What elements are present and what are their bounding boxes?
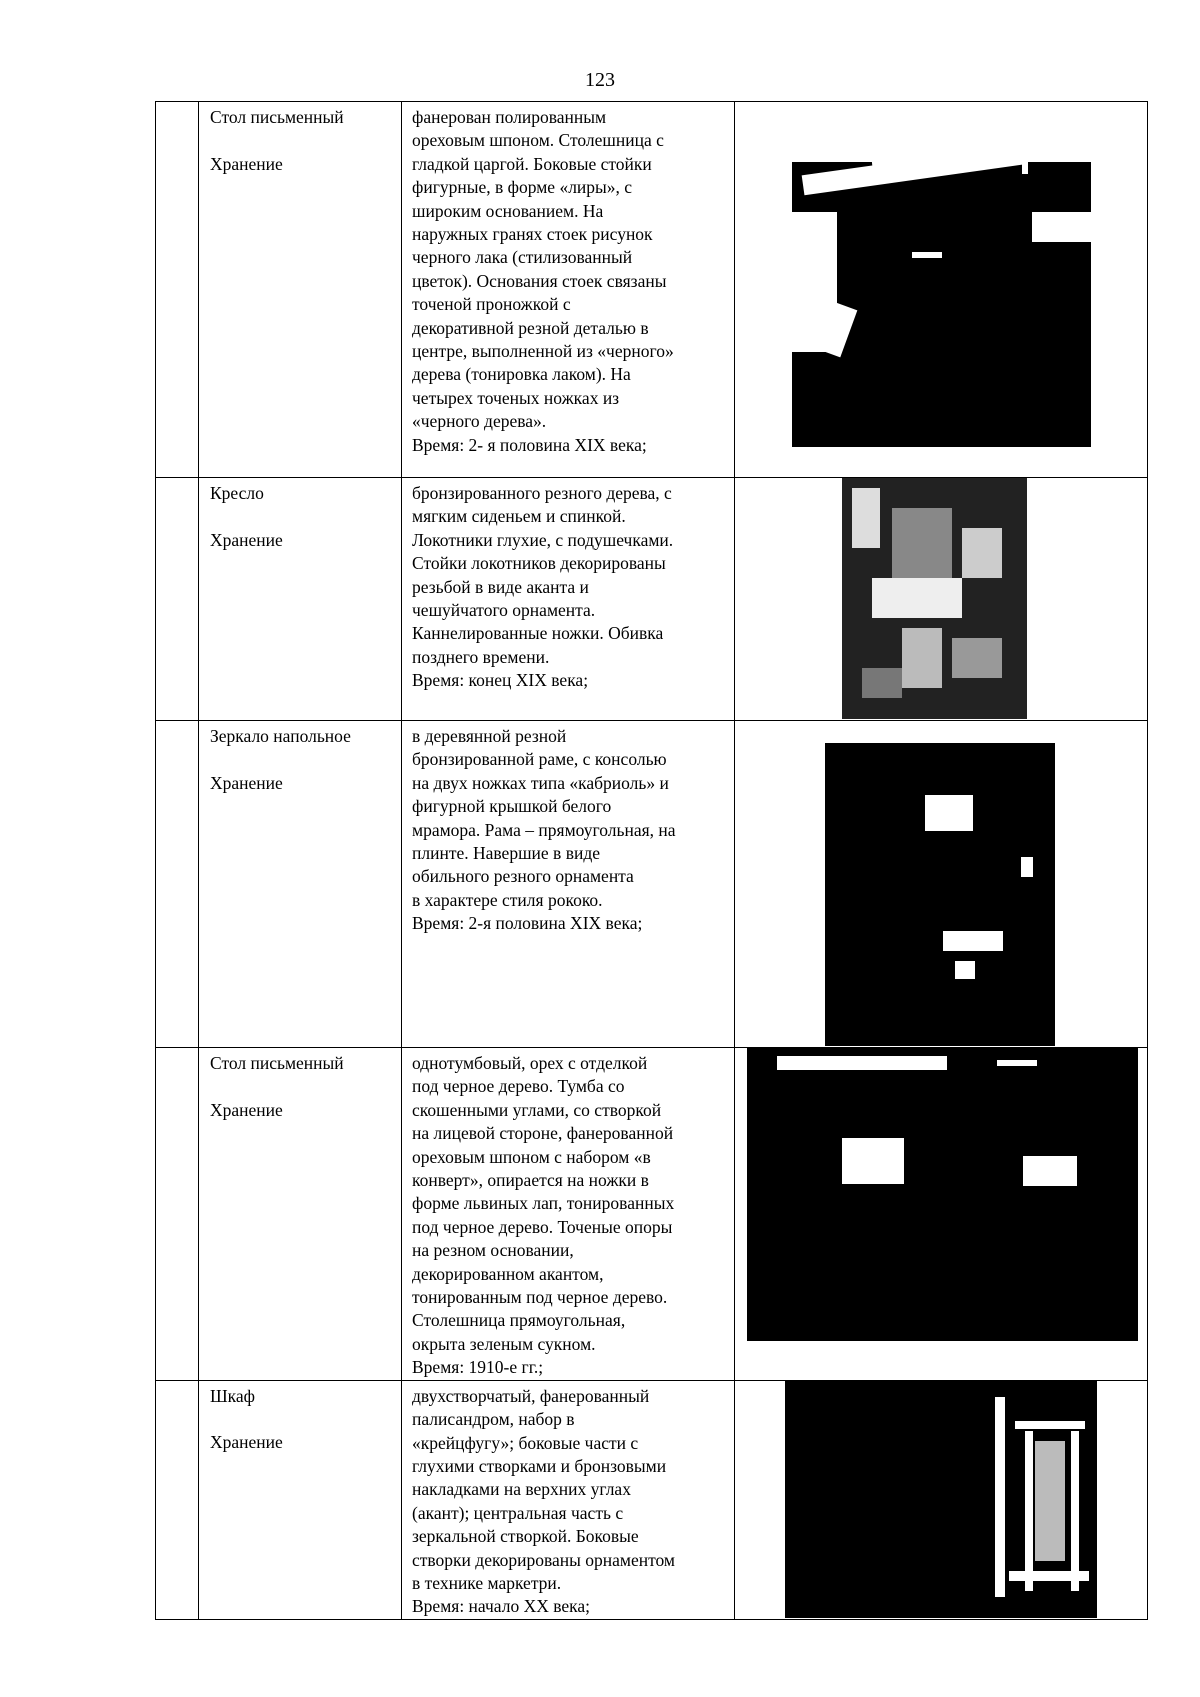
writing-desk-photo (747, 1048, 1138, 1341)
item-time: Время: 2- я половина XIX века; (412, 434, 647, 455)
number-cell (156, 102, 199, 478)
photo-cell (735, 478, 1148, 721)
name-cell (199, 1048, 402, 1381)
item-time: Время: начало XX века; (412, 1596, 591, 1617)
item-status: Хранение (210, 772, 283, 793)
number-cell (156, 721, 199, 1048)
item-description: однотумбовый, орех с отделкой под черное дерево. Тумба со скошенными углами, со створкой на лицевой стороне, фанерованной ореховым шпоном с набором «в конверт», опирается на ножки в форме львиных лап, тонированных под черное дерево. Точеные опоры на резном основании, декорированном акантом, тонированным под черное дерево. Столешница прямоугольная, окрыта зеленым сукном. (412, 1053, 675, 1354)
description-cell (402, 1048, 735, 1381)
item-name: Стол письменный (210, 107, 344, 127)
item-status: Хранение (210, 153, 283, 174)
armchair-photo (842, 478, 1027, 719)
item-name: Стол письменный (210, 1053, 344, 1073)
description-cell (402, 102, 735, 478)
description-cell (402, 721, 735, 1048)
table-row (156, 102, 1148, 478)
item-time: Время: 2-я половина XIX века; (412, 913, 643, 934)
desk-photo (792, 102, 1091, 447)
wardrobe-photo (785, 1381, 1097, 1618)
item-time: Время: конец XIX века; (412, 670, 589, 691)
item-name: Зеркало напольное (210, 726, 351, 746)
item-description: в деревянной резной бронзированной раме, с консолью на двух ножках типа «кабриоль» и фигурной крышкой белого мрамора. Рама – прямоугольная, на плинте. Навершие в виде обильного резного орнамента в характере стиля рококо. (412, 726, 676, 910)
photo-cell (735, 721, 1148, 1048)
catalog-table (155, 101, 1148, 1620)
item-status: Хранение (210, 1432, 283, 1453)
photo-cell (735, 1048, 1148, 1381)
item-description: двухстворчатый, фанерованный палисандром, набор в «крейцфугу»; боковые части с глухими створками и бронзовыми накладками на верхних углах (акант); центральная часть с зеркальной створкой. Боковые створки декорированы орнаментом в технике маркетри. (412, 1385, 675, 1593)
mirror-photo (825, 743, 1055, 1046)
name-cell (199, 1380, 402, 1619)
table-row (156, 1380, 1148, 1619)
item-status: Хранение (210, 529, 283, 550)
table-row (156, 721, 1148, 1048)
photo-cell (735, 1380, 1148, 1619)
table-row (156, 1048, 1148, 1381)
number-cell (156, 1048, 199, 1381)
table-row (156, 478, 1148, 721)
photo-cell (735, 102, 1148, 478)
name-cell (199, 478, 402, 721)
number-cell (156, 478, 199, 721)
name-cell (199, 721, 402, 1048)
number-cell (156, 1380, 199, 1619)
item-name: Кресло (210, 483, 264, 503)
page-number: 123 (585, 69, 615, 91)
item-status: Хранение (210, 1099, 283, 1120)
description-cell (402, 1380, 735, 1619)
item-description: бронзированного резного дерева, с мягким сиденьем и спинкой. Локотники глухие, с подушечками. Стойки локотников декорированы резьбой в виде аканта и чешуйчатого орнамента. Каннелированные ножки. Обивка позднего времени. (412, 483, 674, 667)
item-description: фанерован полированным ореховым шпоном. Столешница с гладкой царгой. Боковые стойки фигурные, в форме «лиры», с широким основанием. На наружных гранях стоек рисунок черного лака (стилизованный цветок). Основания стоек связаны точеной проножкой с декоративной резной деталью в центре, выполненной из «черного» дерева (тонировка лаком). На четырех точеных ножках из «черного дерева». (412, 107, 674, 432)
description-cell (402, 478, 735, 721)
item-time: Время: 1910-е гг.; (412, 1357, 544, 1378)
item-name: Шкаф (210, 1385, 255, 1406)
name-cell (199, 102, 402, 478)
